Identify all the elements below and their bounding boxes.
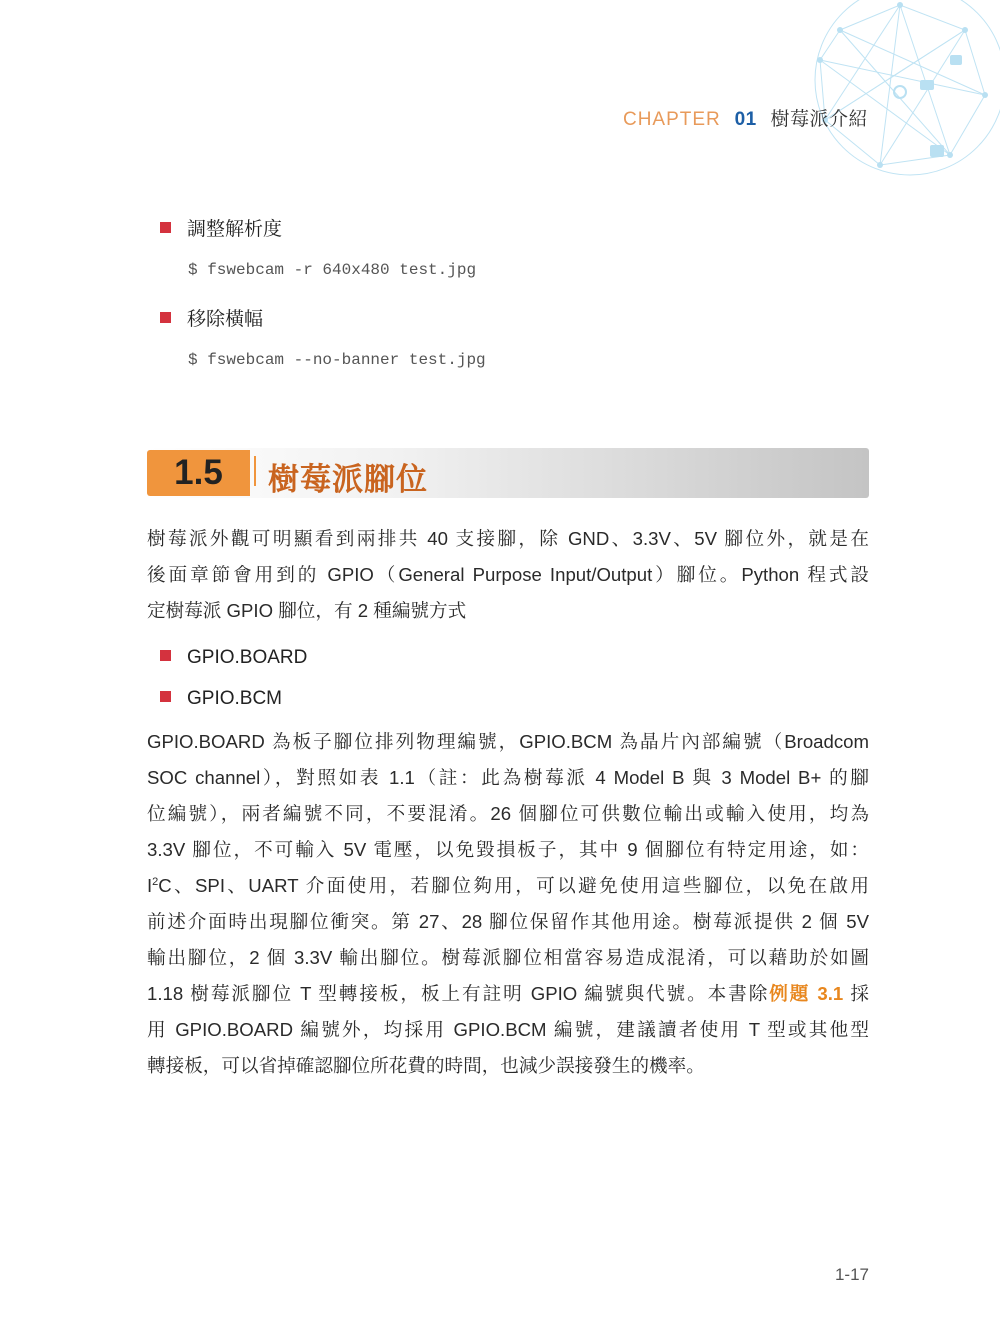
text-line-i2c [147, 868, 869, 904]
text-segment: 採 [843, 983, 869, 1004]
text-line: GPIO.BOARD 為板子腳位排列物理編號，GPIO.BCM 為晶片內部編號（Broadcom [147, 731, 869, 752]
i2c-rest: C、SPI、UART 介面使用，若腳位夠用，可以避免使用這些腳位，以免在啟用 [158, 875, 869, 896]
decorative-network-sphere [780, 0, 1000, 200]
i2c-superscript: 2 [152, 875, 159, 888]
text-line: 3.3V 腳位，不可輸入 5V 電壓，以免毀損板子，其中 9 個腳位有特定用途，如： [147, 839, 869, 860]
bullet-square-icon [160, 222, 171, 233]
bullet-square-icon [160, 691, 171, 702]
section-title: 樹莓派腳位 [268, 462, 428, 497]
bullet-label: GPIO.BCM [187, 688, 283, 709]
chapter-header [623, 104, 868, 131]
body-paragraph [147, 724, 869, 1084]
text-line: 輸出腳位，2 個 3.3V 輸出腳位。樹莓派腳位相當容易造成混淆，可以藉助於如圖 [147, 947, 869, 968]
bullet-remove-banner [160, 304, 263, 331]
text-line: SOC channel），對照如表 1.1（註：此為樹莓派 4 Model B 與 3 Model B+ 的腳 [147, 767, 869, 788]
page-number: 1-17 [834, 1265, 869, 1284]
example-reference-link[interactable]: 例題 3.1 [769, 983, 844, 1004]
bullet-square-icon [160, 650, 171, 661]
code-line-resolution: $ fswebcam -r 640x480 test.jpg [188, 261, 477, 279]
section-number: 1.5 [147, 450, 250, 496]
chapter-title: 樹莓派介紹 [770, 109, 868, 130]
chapter-label: CHAPTER [622, 109, 721, 130]
text-line: 樹莓派外觀可明顯看到兩排共 40 支接腳，除 GND、3.3V、5V 腳位外，就是在 [147, 528, 869, 549]
bullet-resolution [160, 214, 282, 241]
text-line: 用 GPIO.BOARD 編號外，均採用 GPIO.BCM 編號，建議讀者使用 T 型或其他型 [147, 1019, 869, 1040]
bullet-square-icon [160, 312, 171, 323]
intro-paragraph [147, 521, 869, 629]
bullet-label: 調整解析度 [187, 219, 283, 240]
i2c-letter: I [147, 875, 153, 896]
bullet-label: 移除橫幅 [187, 309, 264, 330]
text-line-example-ref [147, 976, 869, 1012]
text-segment: 1.18 樹莓派腳位 T 型轉接板，板上有註明 GPIO 編號與代號。本書除 [147, 983, 770, 1004]
text-line: 後面章節會用到的 GPIO（General Purpose Input/Output）腳位。Python 程式設 [147, 564, 869, 585]
text-line: 轉接板，可以省掉確認腳位所花費的時間，也減少誤接發生的機率。 [147, 1055, 705, 1076]
text-line: 前述介面時出現腳位衝突。第 27、28 腳位保留作其他用途。樹莓派提供 2 個 5V [147, 911, 869, 932]
bullet-gpio-bcm [160, 688, 282, 710]
chapter-number: 01 [734, 109, 757, 130]
text-line: 定樹莓派 GPIO 腳位，有 2 種編號方式 [147, 600, 467, 621]
bullet-gpio-board [160, 647, 307, 669]
section-divider [254, 456, 260, 486]
text-line: 位編號），兩者編號不同，不要混淆。26 個腳位可供數位輸出或輸入使用，均為 [147, 803, 869, 824]
code-line-no-banner: $ fswebcam --no-banner test.jpg [188, 351, 486, 369]
bullet-label: GPIO.BOARD [187, 647, 308, 668]
